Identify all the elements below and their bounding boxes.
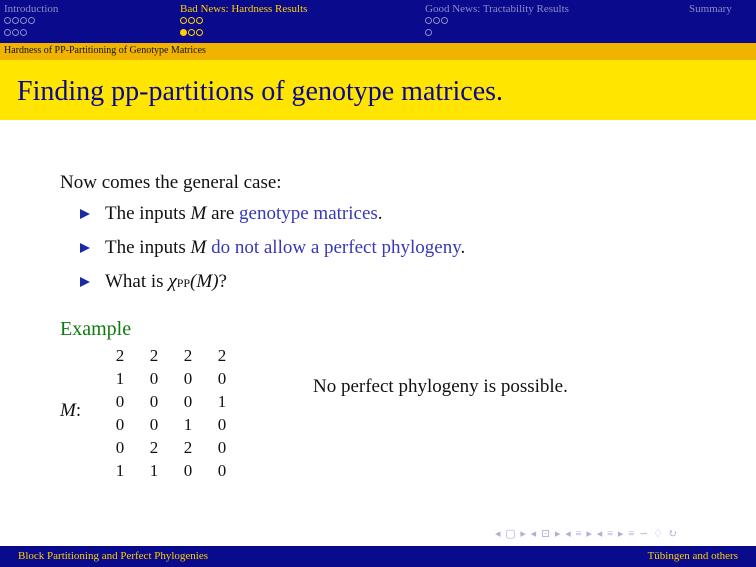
nav-section-title[interactable]: Bad News: Hardness Results bbox=[180, 3, 308, 15]
matrix-cell: 1 bbox=[183, 414, 193, 434]
bullet-item bbox=[80, 237, 465, 271]
nav-dot-row bbox=[4, 29, 58, 39]
math-variable: M bbox=[190, 203, 207, 224]
bullet-text: . bbox=[460, 237, 466, 258]
navigation-bar bbox=[0, 0, 756, 43]
highlighted-term: do not allow a perfect phylogeny bbox=[211, 237, 461, 258]
matrix-row bbox=[103, 413, 239, 436]
matrix-cell: 2 bbox=[183, 345, 193, 365]
bullet-text: The inputs bbox=[105, 203, 191, 224]
nav-section-summary[interactable] bbox=[689, 3, 732, 15]
matrix-cell: 1 bbox=[115, 368, 125, 388]
nav-section-introduction[interactable] bbox=[4, 3, 58, 39]
bullet-text: ? bbox=[218, 271, 227, 292]
nav-dot-icon[interactable] bbox=[180, 17, 187, 24]
matrix-cell: 0 bbox=[217, 414, 227, 434]
nav-progress-dots bbox=[4, 17, 58, 39]
nav-dot-row bbox=[180, 29, 307, 39]
subsection-title: Hardness of PP-Partitioning of Genotype Matrices bbox=[4, 45, 206, 56]
matrix-cell: 0 bbox=[115, 391, 125, 411]
matrix-cell: 2 bbox=[183, 437, 193, 457]
matrix-cell: 0 bbox=[183, 368, 193, 388]
nav-dot-row bbox=[4, 17, 58, 27]
nav-dot-icon[interactable] bbox=[433, 17, 440, 24]
matrix-cell: 2 bbox=[149, 437, 159, 457]
bullet-text: What is bbox=[105, 271, 169, 292]
matrix-cell: 0 bbox=[183, 460, 193, 480]
math-argument: (M) bbox=[190, 271, 219, 292]
matrix-row bbox=[103, 390, 239, 413]
matrix-cell: 2 bbox=[217, 345, 227, 365]
nav-dot-icon[interactable] bbox=[20, 29, 27, 36]
footer-bar bbox=[0, 546, 756, 567]
bullet-list bbox=[80, 203, 465, 305]
example-note: No perfect phylogeny is possible. bbox=[313, 376, 568, 397]
nav-dot-current-icon[interactable] bbox=[180, 29, 187, 36]
matrix-name: M bbox=[60, 400, 76, 421]
beamer-navigation-icons[interactable]: ◂ ▢ ▸ ◂ ⊡ ▸ ◂ ≡ ▸ ◂ ≡ ▸ ≡ ∽ ♢ ↻ bbox=[495, 528, 678, 540]
matrix-cell: 2 bbox=[115, 345, 125, 365]
nav-dot-row bbox=[180, 17, 307, 27]
bullet-triangle-icon bbox=[80, 209, 90, 219]
nav-dot-row bbox=[425, 29, 569, 39]
matrix-cell: 0 bbox=[217, 437, 227, 457]
nav-progress-dots bbox=[425, 17, 569, 39]
math-variable: M bbox=[190, 237, 207, 258]
nav-dot-icon[interactable] bbox=[196, 17, 203, 24]
bullet-item bbox=[80, 203, 465, 237]
intro-text: Now comes the general case: bbox=[60, 172, 282, 193]
matrix-cell: 0 bbox=[115, 414, 125, 434]
matrix-cell: 0 bbox=[149, 368, 159, 388]
nav-dot-icon[interactable] bbox=[12, 17, 19, 24]
bullet-triangle-icon bbox=[80, 277, 90, 287]
bullet-text: . bbox=[377, 203, 383, 224]
nav-progress-dots bbox=[180, 17, 307, 39]
nav-dot-icon[interactable] bbox=[441, 17, 448, 24]
subsection-bar bbox=[0, 43, 756, 60]
bullet-item bbox=[80, 271, 465, 305]
nav-dot-icon[interactable] bbox=[4, 17, 11, 24]
nav-dot-icon[interactable] bbox=[196, 29, 203, 36]
nav-dot-icon[interactable] bbox=[20, 17, 27, 24]
nav-dot-icon[interactable] bbox=[425, 29, 432, 36]
nav-section-title[interactable]: Good News: Tractability Results bbox=[425, 3, 569, 15]
matrix-cell: 0 bbox=[149, 391, 159, 411]
nav-section-tractability[interactable] bbox=[425, 3, 569, 39]
nav-section-title[interactable]: Summary bbox=[689, 3, 732, 15]
frame-title: Finding pp-partitions of genotype matrices. bbox=[17, 76, 504, 107]
matrix-cell: 0 bbox=[217, 460, 227, 480]
genotype-matrix bbox=[103, 344, 239, 482]
bullet-triangle-icon bbox=[80, 243, 90, 253]
bullet-text: are bbox=[206, 203, 240, 224]
math-subscript: PP bbox=[176, 276, 191, 290]
example-block-title: Example bbox=[60, 318, 132, 340]
matrix-label bbox=[60, 400, 81, 422]
nav-dot-icon[interactable] bbox=[425, 17, 432, 24]
matrix-cell: 1 bbox=[217, 391, 227, 411]
matrix-row bbox=[103, 367, 239, 390]
highlighted-term: genotype matrices bbox=[239, 203, 378, 224]
footer-authors: Tübingen and others bbox=[647, 550, 738, 562]
nav-dot-row bbox=[425, 17, 569, 27]
matrix-cell: 0 bbox=[149, 414, 159, 434]
matrix-cell: 1 bbox=[115, 460, 125, 480]
math-chi: χ bbox=[168, 271, 177, 292]
matrix-cell: 0 bbox=[217, 368, 227, 388]
matrix-cell: 0 bbox=[115, 437, 125, 457]
nav-section-hardness[interactable] bbox=[180, 3, 307, 39]
matrix-row bbox=[103, 459, 239, 482]
matrix-cell: 1 bbox=[149, 460, 159, 480]
nav-dot-icon[interactable] bbox=[12, 29, 19, 36]
matrix-cell: 2 bbox=[149, 345, 159, 365]
matrix-row bbox=[103, 344, 239, 367]
matrix-row bbox=[103, 436, 239, 459]
nav-dot-icon[interactable] bbox=[4, 29, 11, 36]
frame-title-bar bbox=[0, 60, 756, 120]
nav-dot-icon[interactable] bbox=[188, 17, 195, 24]
nav-dot-icon[interactable] bbox=[28, 17, 35, 24]
nav-section-title[interactable]: Introduction bbox=[4, 3, 59, 15]
nav-dot-icon[interactable] bbox=[188, 29, 195, 36]
matrix-colon: : bbox=[75, 400, 82, 421]
matrix-cell: 0 bbox=[183, 391, 193, 411]
footer-title: Block Partitioning and Perfect Phylogenies bbox=[18, 550, 209, 562]
bullet-text: The inputs bbox=[105, 237, 191, 258]
